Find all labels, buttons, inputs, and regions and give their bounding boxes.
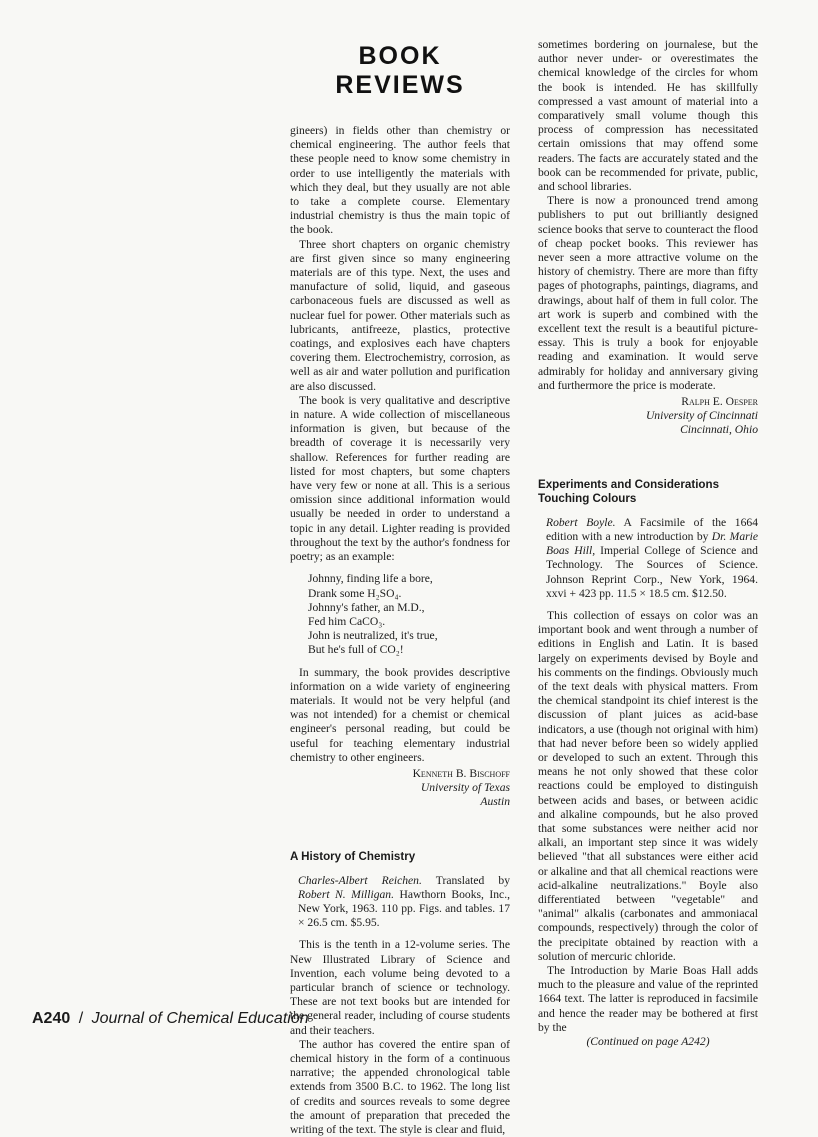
reviewer-signature-1 (290, 767, 510, 810)
reviewer-location: Austin (480, 795, 510, 809)
poem (308, 572, 510, 657)
poem-line: Fed him CaCO₃. (308, 614, 386, 628)
reviewer-name: Ralph E. Oesper (681, 395, 758, 409)
continued-note: (Continued on page A242) (586, 1035, 710, 1048)
review-title-line: Experiments and Considerations (538, 477, 720, 491)
review1-para-3: The book is very qualitative and descriptive in nature. A wide collection of miscellaneous information is given, but because of the breadth of coverage it is necessarily very shallow. References for further reading are listed for most chapters, but some chapters have very few or none at all. This is a serious omission since additional information would usually be needed in order to understand a topic in any detail. Lighter reading is provided throughout the text by the author's fondness for poetry; as an example: (290, 393, 510, 564)
reviewer-signature-2 (538, 395, 758, 438)
introduction-author: Dr. Marie Boas Hill, (546, 529, 759, 558)
poem-line: John is neutralized, it's true, (308, 629, 438, 643)
review-title-history-of-chemistry: A History of Chemistry (290, 849, 416, 863)
reviewer-name: Kenneth B. Bischoff (412, 766, 510, 780)
review2-para-3: sometimes bordering on journalese, but the author never under- or overestimates the chemical knowledge of the circles for whom the book is intended. He has skillfully compressed a vast amount of material into a comparatively small volume though this process of compression has necessitated certain omissions that may offend some readers. The facts are accurately stated and the book can be recommended for private, public, and school libraries. (538, 38, 758, 194)
review-title-line: Touching Colours (538, 491, 637, 505)
review2-para-2: The author has covered the entire span of chemical history in the form of a continuous narrative; the appended chronological table extends from 3500 B.C. to 1962. The long list of credits and sources reveals to some degree the amount of preparation that preceded the writing of the text. The style is clear and fluid, (290, 1037, 510, 1136)
reviewer-affiliation: University of Texas (420, 781, 510, 795)
review1-para-2: Three short chapters on organic chemistry are first given since so many engineering materials are of this type. Next, the uses and manufacture of solid, liquid, and gaseous carbonaceous fuels are discussed as well as nuclear fuel for power. Other materials such as lubricants, antifreeze, plastics, protective coatings, and explosives each have chapters covering them. Electrochemistry, corrosion, as well as air and water pollution and purification are also discussed. (290, 237, 510, 393)
reviewer-affiliation: University of Cincinnati (645, 409, 758, 423)
page-footer (32, 1010, 309, 1028)
book-translator: Robert N. Milligan. (298, 887, 395, 901)
review3-para-2: The Introduction by Marie Boas Hall adds much to the pleasure and value of the reprinted 1664 text. The latter is reproduced in facsimile and hence the reader may be bothered at first by the (538, 963, 758, 1034)
review1-para-1: gineers) in fields other than chemistry or chemical engineering. The author feels that these people need to know some chemistry in order to use intelligently the materials with which they deal, but they usually are not able to take a complete course. Elementary industrial chemistry is thus the main topic of the book. (290, 124, 510, 237)
book-details: Imperial College of Science and Technology. The Sources of Science. Johnson Reprint Corp., New York, 1964. xxvi + 423 pp. 11.5 × 18.5 cm. $12.50. (546, 544, 758, 600)
poem-line: Johnny's father, an M.D., (308, 600, 425, 614)
right-column (538, 38, 758, 1049)
poem-line: Drank some H₂SO₄. (308, 586, 402, 600)
page-number: A240 (32, 1010, 71, 1027)
book-author: Robert Boyle. (546, 515, 616, 529)
book-author: Charles-Albert Reichen. (298, 873, 422, 887)
section-header: BOOK REVIEWS (335, 42, 465, 99)
review1-summary: In summary, the book provides descriptive information on a wide variety of engineering materials. It would not be very helpful (and was not intended) for a chemist or chemical engineer's personal reading, but could be useful for teaching elementary industrial chemistry to other engineers. (290, 665, 510, 764)
poem-line: Johnny, finding life a bore, (308, 572, 433, 586)
biblio-history-of-chemistry (298, 874, 510, 931)
poem-line: But he's full of CO₂! (308, 643, 404, 657)
book-details: Hawthorn Books, Inc., New York, 1963. 110 pp. Figs. and tables. 17 × 26.5 cm. $5.95. (298, 887, 510, 930)
journal-name: Journal of Chemical Education (91, 1010, 309, 1027)
translated-label: Translated by (435, 873, 510, 887)
book-edition: A Facsimile of the 1664 edition with a new introduction by (546, 515, 758, 543)
reviewer-location: Cincinnati, Ohio (680, 423, 758, 437)
review2-para-1: This is the tenth in a 12-volume series. The New Illustrated Library of Science and Invention, each volume being devoted to a particular branch of science or technology. These are not text books but are intended for the general reader, including of course students and their teachers. (290, 938, 510, 1037)
review3-para-1: This collection of essays on color was an important book and went through a number of editions in English and Latin. It is based largely on experiments devised by Boyle and his comments on the findings. Obviously much of the text deals with physical matters. From the chemical standpoint its chief interest is the discussion of plant juices as acid-base indicators, a use (though not original with him) that had never before been so widely applied or developed to such an extent. Through this means he not only showed that these color reactions could be employed to distinguish between acids and bases, or between acidic and alkaline compounds, but he also proved that some substances were neither acid nor alkali, an important step since it was widely believed "that all substances were either acid or alkaline and that all chemical reactions were acid-alkaline neutralizations." Boyle also differentiated between "vegetable" and "animal" alkalis (carbonates and ammoniacal compounds, respectively) through the color of the precipitate obtained by reaction with a solution of mercuric chloride. (538, 608, 758, 963)
biblio-experiments-colours (546, 516, 758, 601)
left-column (290, 40, 510, 1137)
review2-para-4: There is now a pronounced trend among publishers to put out brilliantly designed science books that serve to counteract the flood of cheap pocket books. This reviewer has never seen a more attractive volume on the history of chemistry. There are more than fifty pages of photographs, paintings, diagrams, and drawings, about half of them in full color. The art work is superb and combined with the excellent text the result is a beautiful picture-essay. This is truly a book for enjoyable reading and examination. It would serve admirably for holiday and anniversary giving and furthermore the price is moderate. (538, 194, 758, 392)
footer-separator: / (78, 1010, 84, 1027)
review-title-experiments-colours (538, 478, 758, 506)
